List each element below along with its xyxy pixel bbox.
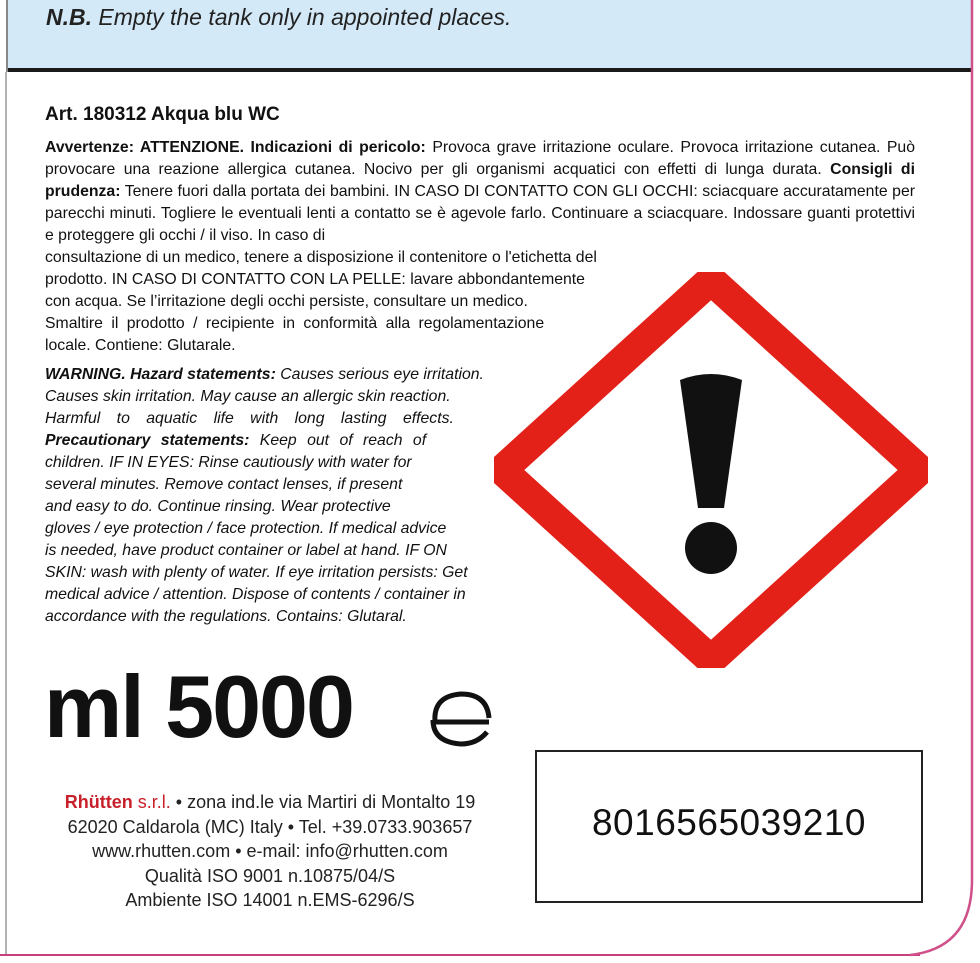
product-title: Art. 180312 Akqua blu WC bbox=[45, 104, 280, 125]
en-line: several minutes. Remove contact lenses, if present bbox=[45, 476, 403, 493]
en-label-precaution: Precautionary statements: bbox=[45, 432, 250, 449]
en-line: gloves / eye protection / face protection. If medical advice bbox=[45, 520, 447, 537]
en-line: accordance with the regulations. Contains: Glutaral. bbox=[45, 608, 407, 625]
volume-amount: 5000 bbox=[165, 657, 353, 756]
it-line: consultazione di un medico, tenere a disposizione il contenitore o l'etichetta del bbox=[45, 249, 597, 266]
barcode-number: 8016565039210 bbox=[591, 802, 866, 843]
volume-display bbox=[44, 656, 353, 758]
en-line: Keep out of reach of bbox=[249, 432, 427, 449]
it-line: Smaltire il prodotto / recipiente in conformità alla regolamentazione bbox=[45, 315, 545, 332]
en-line: and easy to do. Continue rinsing. Wear protective bbox=[45, 498, 391, 515]
company-phone: 62020 Caldarola (MC) Italy • Tel. +39.0733.903657 bbox=[67, 816, 473, 837]
company-brand: Rhütten bbox=[64, 792, 133, 812]
ghs07-exclamation-icon bbox=[494, 272, 928, 668]
en-label-hazard: WARNING. Hazard statements: bbox=[45, 366, 276, 383]
it-label-hazard: Avvertenze: ATTENZIONE. Indicazioni di pericolo: bbox=[45, 139, 426, 156]
en-line: children. IF IN EYES: Rinse cautiously with water for bbox=[45, 454, 412, 471]
it-line: locale. Contiene: Glutarale. bbox=[45, 337, 236, 354]
barcode-box bbox=[535, 750, 923, 903]
notice-prefix: N.B. bbox=[46, 4, 92, 30]
en-line: is needed, have product container or label at hand. IF ON bbox=[45, 542, 447, 559]
en-line: medical advice / attention. Dispose of contents / container in bbox=[45, 586, 466, 603]
company-suffix: s.r.l. bbox=[137, 792, 171, 812]
volume-unit: ml bbox=[44, 657, 143, 756]
it-line: con acqua. Se l’irritazione degli occhi persiste, consultare un medico. bbox=[45, 293, 528, 310]
it-hazard-text: Provoca grave irritazione oculare. Provoca irritazione cutanea. Può provocare una reazione allergica cutanea. Nocivo per gli organismi acquatici con effetti di lunga durata. bbox=[45, 139, 915, 178]
company-web: www.rhutten.com • e-mail: info@rhutten.com bbox=[92, 841, 448, 861]
company-iso-quality: Qualità ISO 9001 n.10875/04/S bbox=[144, 865, 396, 886]
company-iso-environment: Ambiente ISO 14001 n.EMS-6296/S bbox=[125, 890, 415, 910]
company-info bbox=[30, 790, 510, 913]
it-precaution-text: Tenere fuori dalla portata dei bambini. IN CASO DI CONTATTO CON GLI OCCHI: sciacquare accuratamente per parecchi minuti. Togliere le eventuali lenti a contatto se è agevole farlo. Continuare a sciacquare. Indossare guanti protettivi e proteggere gli occhi / il viso. In caso di bbox=[45, 183, 915, 244]
en-line: Causes serious eye irritation. bbox=[275, 366, 484, 383]
it-label-precaution: Consigli di prudenza: bbox=[45, 161, 915, 200]
it-line: prodotto. IN CASO DI CONTATTO CON LA PELLE: lavare abbondantemente bbox=[45, 271, 585, 288]
en-line: Harmful to aquatic life with long lasting effects. bbox=[45, 410, 454, 427]
en-line: SKIN: wash with plenty of water. If eye irritation persists: Get bbox=[45, 564, 468, 581]
en-line: Causes skin irritation. May cause an allergic skin reaction. bbox=[45, 388, 451, 405]
company-address: • zona ind.le via Martiri di Montalto 19 bbox=[170, 792, 476, 812]
english-warning-text bbox=[45, 364, 484, 628]
notice-body: Empty the tank only in appointed places. bbox=[98, 4, 512, 30]
estimated-sign-icon bbox=[425, 688, 497, 748]
